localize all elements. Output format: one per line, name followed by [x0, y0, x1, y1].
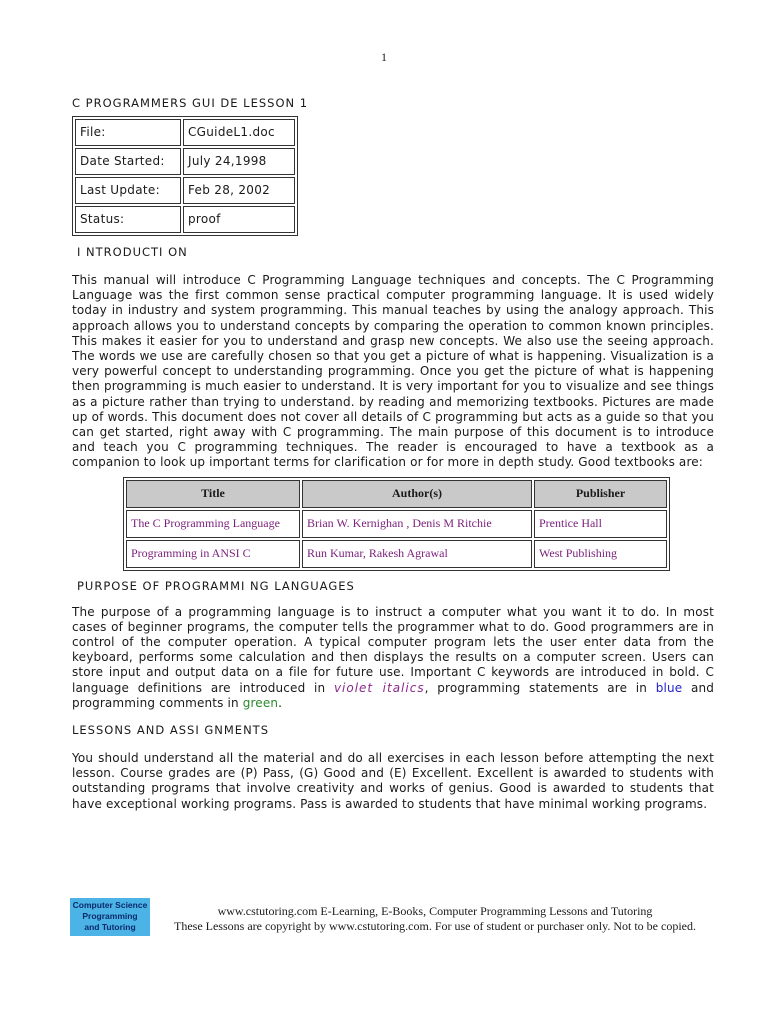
table-row: [126, 510, 667, 538]
column-header-authors: Author(s): [302, 480, 532, 508]
info-key: Status:: [75, 206, 181, 233]
logo-line: Computer Science: [72, 900, 148, 910]
info-value: Feb 28, 2002: [183, 177, 295, 204]
table-row: [75, 148, 295, 175]
blue-sample: blue: [655, 680, 683, 695]
logo-line: and Tutoring: [84, 922, 136, 932]
table-row: [75, 119, 295, 146]
intro-paragraph: This manual will introduce C Programming Language techniques and concepts. The C Programming Language was the first common sense practical computer programming language. It is used widely today in industry and system programming. This manual teaches by using the analogy approach. This approach allows you to understand concepts by comparing the operation to common known principles. This makes it easier for you to understand and grasp new concepts. We also use the seeing approach. The words we use are carefully chosen so that you get a picture of what is happening. Visualization is a very powerful concept to understanding programming. Once you get the picture of what is happening then programming is much easier to understand. It is very important for you to visualize and see things as a picture rather than trying to understand. by reading and memorizing textbooks. Pictures are made up of words. This document does not cover all details of C programming but acts as a guide so that you can get started, right away with C programming. The main purpose of this document is to introduce and teach you C programming techniques. The reader is encouraged to have a textbook as a companion to look up important terms for clarification or for more in depth study. Good textbooks are:: [72, 273, 714, 470]
book-title: The C Programming Language: [126, 510, 300, 538]
purpose-heading: PURPOSE OF PROGRAMMI NG LANGUAGES: [77, 578, 355, 593]
footer: [150, 904, 720, 934]
purpose-text: The purpose of a programming language is to instruct a computer what you want it to do. In most cases of beginner programs, the computer tells the programmer what to do. Good programmers are in control of the computer operation. A typical computer program lets the user enter data from the keyboard, performs some calculation and then displays the results on a computer screen. Users can store input and output data on a file for future use. Important C keywords are introduced in bold. C language definitions are introduced in: [72, 604, 714, 695]
info-key: Date Started:: [75, 148, 181, 175]
page-number: 1: [381, 50, 387, 64]
info-value: CGuideL1.doc: [183, 119, 295, 146]
green-sample: green: [242, 695, 279, 710]
purpose-text-and: and programming comments in: [72, 680, 714, 710]
violet-italics-sample: violet italics: [333, 680, 425, 695]
logo-line: Programming: [82, 911, 138, 921]
purpose-paragraph: [72, 605, 714, 711]
info-value: July 24,1998: [183, 148, 295, 175]
table-header-row: [126, 480, 667, 508]
table-row: [126, 540, 667, 568]
document-info-table: [72, 116, 298, 236]
book-publisher: West Publishing: [534, 540, 667, 568]
doc-title: C PROGRAMMERS GUI DE LESSON 1: [72, 96, 309, 110]
info-key: File:: [75, 119, 181, 146]
column-header-title: Title: [126, 480, 300, 508]
book-authors: Run Kumar, Rakesh Agrawal: [302, 540, 532, 568]
lessons-paragraph: You should understand all the material and do all exercises in each lesson before attempting the next lesson. Course grades are (P) Pass, (G) Good and (E) Excellent. Excellent is awarded to students with outstanding programs that involve creativity and works of genius. Good is awarded to students that have exceptional working programs. Pass is awarded to students that have minimal working programs.: [72, 751, 714, 811]
purpose-text-mid: , programming statements are in: [424, 680, 656, 695]
document-body: [72, 96, 714, 812]
table-row: [75, 177, 295, 204]
book-publisher: Prentice Hall: [534, 510, 667, 538]
intro-heading: I NTRODUCTI ON: [77, 245, 188, 259]
textbooks-table: [123, 477, 670, 571]
purpose-text-end: .: [278, 695, 283, 710]
column-header-publisher: Publisher: [534, 480, 667, 508]
book-title: Programming in ANSI C: [126, 540, 300, 568]
footer-line-1: www.cstutoring.com E-Learning, E-Books, Computer Programming Lessons and Tutoring: [217, 904, 653, 918]
lessons-heading: LESSONS AND ASSI GNMENTS: [72, 723, 270, 738]
table-row: [75, 206, 295, 233]
book-authors: Brian W. Kernighan , Denis M Ritchie: [302, 510, 532, 538]
footer-line-2: These Lessons are copyright by www.cstutoring.com. For use of student or purchaser only. Not to be copied.: [174, 919, 696, 933]
cstutoring-logo: [70, 898, 150, 936]
info-value: proof: [183, 206, 295, 233]
info-key: Last Update:: [75, 177, 181, 204]
